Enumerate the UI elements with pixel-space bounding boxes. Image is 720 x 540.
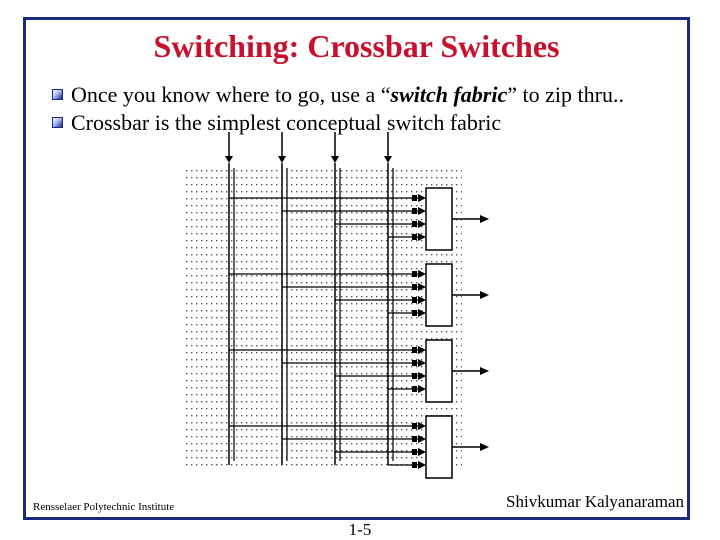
crosspoint-node <box>412 386 417 392</box>
crosspoint-node <box>412 360 417 366</box>
bullet-1-text-start: Once you know where to go, use a “ <box>71 82 391 107</box>
output-buffer-3 <box>426 340 452 402</box>
output-arrow-1 <box>480 215 489 223</box>
crosspoint-node <box>412 195 417 201</box>
footer-institution: Rensselaer Polytechnic Institute <box>33 501 175 513</box>
crosspoint-node <box>412 347 417 353</box>
output-buffer-4 <box>426 416 452 478</box>
crosspoint-node <box>412 310 417 316</box>
footer-author: Shivkumar Kalyanaraman <box>506 492 684 511</box>
output-buffer-1 <box>426 188 452 250</box>
bullet-1-emphasis: switch fabric <box>390 82 508 107</box>
crosspoint-node <box>412 221 417 227</box>
input-arrow-2 <box>278 156 286 163</box>
bullet-2-text: Crossbar is the simplest conceptual switch fabric <box>71 110 502 135</box>
crosspoint-node <box>412 271 417 277</box>
crosspoint-node <box>412 208 417 214</box>
crosspoint-node <box>412 284 417 290</box>
crosspoint-node <box>412 373 417 379</box>
slide-title: Switching: Crossbar Switches <box>153 28 560 64</box>
crosspoint-node <box>412 462 417 468</box>
output-arrow-3 <box>480 367 489 375</box>
crosspoint-node <box>412 449 417 455</box>
bullet-1-text-end: ” to zip thru.. <box>507 82 624 107</box>
crosspoint-node <box>412 423 417 429</box>
crosspoint-node <box>412 234 417 240</box>
input-arrow-1 <box>225 156 233 163</box>
output-arrow-2 <box>480 291 489 299</box>
crosspoint-node <box>412 436 417 442</box>
input-arrow-4 <box>384 156 392 163</box>
page-number: 1-5 <box>348 520 372 539</box>
input-arrow-3 <box>331 156 339 163</box>
output-arrow-4 <box>480 443 489 451</box>
crosspoint-node <box>412 297 417 303</box>
output-buffer-2 <box>426 264 452 326</box>
